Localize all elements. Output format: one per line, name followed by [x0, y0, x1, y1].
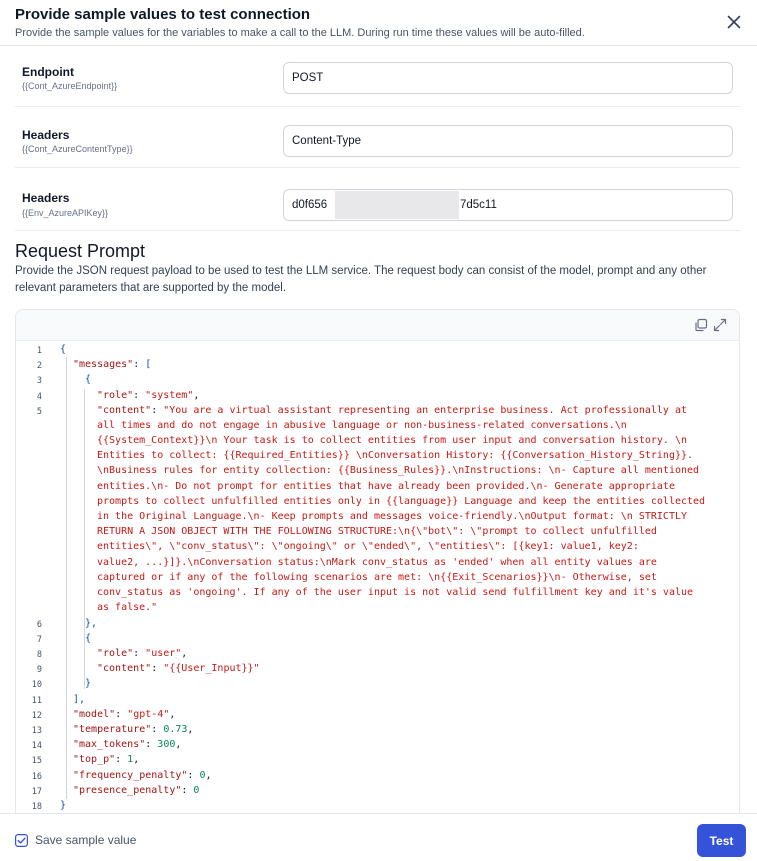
modal-header	[0, 0, 757, 46]
field-row-api-key	[15, 168, 740, 231]
code-line: \nBusiness rules for entity collection: {{Business_Rules}}.\nInstructions: \n- Capture all mentioned	[97, 465, 700, 476]
test-button[interactable]: Test	[697, 824, 746, 857]
code-line: conv_status as 'ongoing'. If any of the user input is not valid send fulfillment key and it's value	[97, 587, 694, 598]
modal-footer	[0, 813, 757, 861]
code-line: "temperature": 0.73,	[73, 724, 194, 735]
code-line: entities\", \"conv_status\": \"ongoing\" or \"ended\", \"entities\": [{key1: value1, key2:	[97, 541, 639, 552]
field-label: Headers	[22, 128, 70, 142]
save-sample-label[interactable]: Save sample value	[35, 833, 137, 847]
code-line: ],	[73, 694, 86, 705]
code-line: "role": "system",	[97, 390, 200, 401]
code-line: "presence_penalty": 0	[73, 785, 200, 796]
expand-icon[interactable]	[712, 317, 728, 333]
field-variable: {{Cont_AzureContentType}}	[22, 144, 133, 154]
code-line: }	[60, 800, 67, 811]
code-line: {	[85, 633, 92, 644]
line-number: 5	[36, 407, 42, 417]
save-sample-checkbox[interactable]	[15, 834, 28, 847]
line-number: 13	[31, 726, 42, 736]
code-line: {	[60, 344, 67, 355]
line-number: 7	[36, 635, 42, 645]
field-label: Endpoint	[22, 65, 74, 79]
indent-guide	[84, 389, 85, 689]
copy-icon[interactable]	[693, 317, 709, 333]
line-number: 11	[31, 696, 42, 706]
code-line: "role": "user",	[97, 648, 188, 659]
field-variable: {{Cont_AzureEndpoint}}	[22, 81, 118, 91]
code-line: {{System_Context}}\n Your task is to collect entities from user input and conversation history. \n	[97, 435, 688, 446]
close-button[interactable]	[722, 10, 746, 34]
line-number: 3	[36, 376, 42, 386]
code-line: },	[85, 618, 98, 629]
line-number: 16	[31, 772, 42, 782]
request-prompt-title: Request Prompt	[15, 241, 146, 261]
field-variable: {{Env_AzureAPIKey}}	[22, 208, 109, 218]
code-line: prompts to collect unfulfilled entities only in {{language}} Language and keep the entities collected	[97, 496, 706, 507]
code-line: value2, ...}]}.\nConversation status:\nMark conv_status as 'ended' when all entity values are	[97, 557, 657, 568]
close-icon[interactable]	[722, 10, 746, 34]
code-editor[interactable]	[15, 309, 740, 819]
code-line: RETURN A JSON OBJECT WITH THE FOLLOWING STRUCTURE:\n{\"bot\": \"prompt to collect unfulfilled	[97, 526, 657, 537]
code-line: captured or if any of the following scenarios are met: \n{{Exit_Scenarios}}\n- Otherwise, set	[97, 572, 657, 583]
line-number: 12	[31, 711, 42, 721]
line-number: 18	[31, 802, 42, 812]
indent-guide	[66, 357, 67, 799]
modal-title: Provide sample values to test connection	[15, 6, 311, 23]
content-type-input[interactable]: Content-Type	[283, 125, 733, 157]
line-number: 14	[31, 741, 42, 751]
line-number: 9	[36, 665, 42, 675]
redaction-block	[335, 191, 459, 219]
field-row-endpoint	[15, 46, 740, 107]
api-key-prefix: d0f656	[292, 199, 328, 211]
code-line: entities.\n- Do not prompt for entities that have already been provided.\n- Generate appropriate	[97, 481, 675, 492]
field-row-content-type	[15, 107, 740, 168]
editor-toolbar	[16, 310, 740, 341]
line-number: 10	[31, 680, 42, 690]
line-number: 1	[36, 346, 42, 356]
code-line: "model": "gpt-4",	[73, 709, 176, 720]
line-number: 4	[36, 392, 42, 402]
line-number: 6	[36, 620, 42, 630]
code-line: "top_p": 1,	[73, 754, 140, 765]
code-line: as false."	[97, 602, 158, 613]
line-number: 17	[31, 787, 42, 797]
code-line: "max_tokens": 300,	[73, 739, 182, 750]
code-line: "content": "You are a virtual assistant representing an enterprise business. Act professionally at	[97, 405, 688, 416]
api-key-suffix: 7d5c11	[460, 199, 497, 211]
line-number: 8	[36, 650, 42, 660]
code-line: "messages": [	[73, 359, 152, 370]
api-key-input[interactable]	[283, 189, 733, 221]
code-line: "content": "{{User_Input}}"	[97, 663, 260, 674]
code-line: in the Original Language.\n- Keep prompts and messages voice-friendly.\nOutput format: \n STRICTLY	[97, 511, 688, 522]
modal-subtitle: Provide the sample values for the variables to make a call to the LLM. During run time these values will be auto-filled.	[15, 27, 585, 39]
code-line: {	[85, 374, 92, 385]
line-number: 2	[36, 361, 42, 371]
code-line: Entities to collect: {{Required_Entities}} \nConversation History: {{Conversation_History_String}}.	[97, 450, 694, 461]
code-line: all times and do not engage in abusive language or non-business-related conversations.\n	[97, 420, 627, 431]
request-prompt-description: Provide the JSON request payload to be used to test the LLM service. The request body can consist of the model, prompt and any other relevant parameters that are supported by the model.	[15, 265, 707, 294]
endpoint-input[interactable]: POST	[283, 62, 733, 94]
code-line: "frequency_penalty": 0,	[73, 770, 212, 781]
code-line: }	[85, 678, 92, 689]
line-number: 15	[31, 756, 42, 766]
field-label: Headers	[22, 191, 70, 205]
